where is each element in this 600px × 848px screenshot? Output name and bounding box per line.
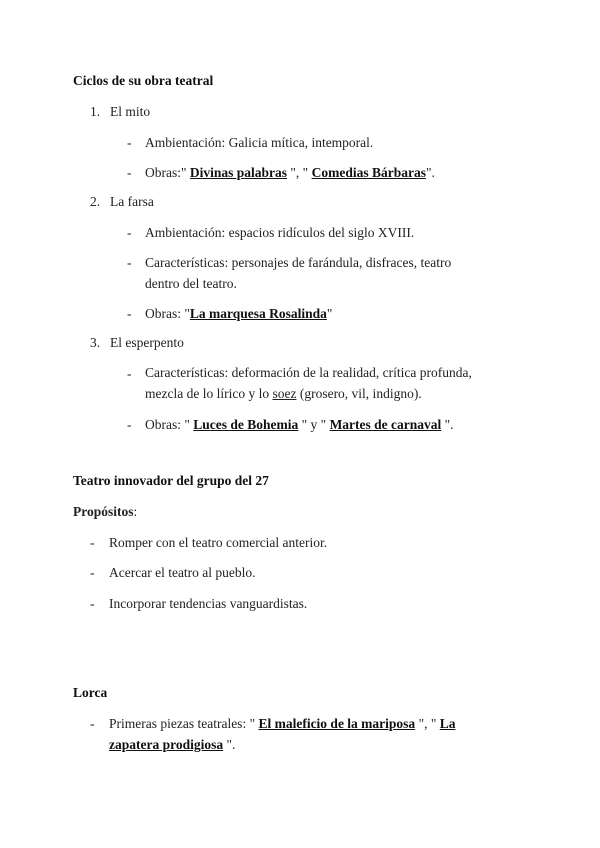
list-number: 1.: [90, 104, 101, 119]
list-item: [145, 414, 525, 435]
text-fragment: Obras:": [145, 165, 190, 180]
text-fragment: Obras: ": [145, 306, 190, 321]
work-title: Divinas palabras: [189, 165, 288, 180]
bullet-dash: -: [127, 366, 132, 381]
work-title: La: [439, 716, 456, 731]
bullet-dash: -: [127, 135, 132, 150]
bullet-dash: -: [90, 535, 95, 550]
list-item: Incorporar tendencias vanguardistas.: [109, 596, 308, 611]
section-title-ciclos: Ciclos de su obra teatral: [73, 73, 214, 88]
underlined-word: soez: [272, 386, 297, 401]
bullet-dash: -: [127, 255, 132, 270]
text-fragment: Primeras piezas teatrales: ": [109, 716, 259, 731]
subheading-text: Propósitos: [73, 504, 134, 519]
bullet-dash: -: [127, 306, 132, 321]
text-fragment: " y ": [298, 417, 330, 432]
work-title: Comedias Bárbaras: [311, 165, 426, 180]
text-line: [109, 713, 529, 734]
text-fragment: :: [133, 504, 138, 519]
list-number: 3.: [90, 335, 101, 350]
bullet-dash: -: [90, 565, 95, 580]
list-item: [145, 303, 525, 324]
text-fragment: ": [326, 306, 333, 321]
list-item-label: La farsa: [110, 194, 154, 209]
bullet-dash: -: [90, 716, 95, 731]
list-item: [145, 362, 525, 404]
text-fragment: ".: [223, 737, 236, 752]
text-fragment: Obras: ": [145, 417, 194, 432]
section-title-lorca: Lorca: [73, 685, 108, 700]
list-item: [145, 162, 525, 183]
text-fragment: ".: [425, 165, 435, 180]
text-line: dentro del teatro.: [145, 276, 237, 291]
bullet-dash: -: [127, 225, 132, 240]
bullet-dash: -: [127, 165, 132, 180]
list-item-label: El esperpento: [110, 335, 184, 350]
list-number: 2.: [90, 194, 101, 209]
list-item: Ambientación: Galicia mítica, intemporal.: [145, 135, 374, 150]
bullet-dash: -: [90, 596, 95, 611]
work-title: El maleficio de la mariposa: [258, 716, 416, 731]
text-line: [109, 734, 529, 755]
text-line: [145, 383, 525, 404]
text-fragment: ", ": [287, 165, 312, 180]
work-title: La marquesa Rosalinda: [189, 306, 327, 321]
text-fragment: mezcla de lo lírico y lo: [145, 386, 273, 401]
list-item-label: El mito: [110, 104, 151, 119]
list-item: Ambientación: espacios ridículos del siglo XVIII.: [145, 225, 415, 240]
text-line: Características: deformación de la realidad, crítica profunda,: [145, 365, 472, 380]
work-title: Martes de carnaval: [329, 417, 442, 432]
subheading-propositos: [73, 504, 137, 520]
text-fragment: ", ": [415, 716, 440, 731]
list-item: [109, 713, 529, 755]
work-title: zapatera prodigiosa: [109, 737, 224, 752]
list-item: Romper con el teatro comercial anterior.: [109, 535, 328, 550]
text-fragment: (grosero, vil, indigno).: [296, 386, 422, 401]
list-item: [145, 252, 525, 294]
list-item: Acercar el teatro al pueblo.: [109, 565, 256, 580]
bullet-dash: -: [127, 417, 132, 432]
text-fragment: ".: [441, 417, 454, 432]
text-line: Características: personajes de farándula, disfraces, teatro: [145, 255, 452, 270]
section-title-teatro-innovador: Teatro innovador del grupo del 27: [73, 473, 269, 488]
work-title: Luces de Bohemia: [193, 417, 299, 432]
